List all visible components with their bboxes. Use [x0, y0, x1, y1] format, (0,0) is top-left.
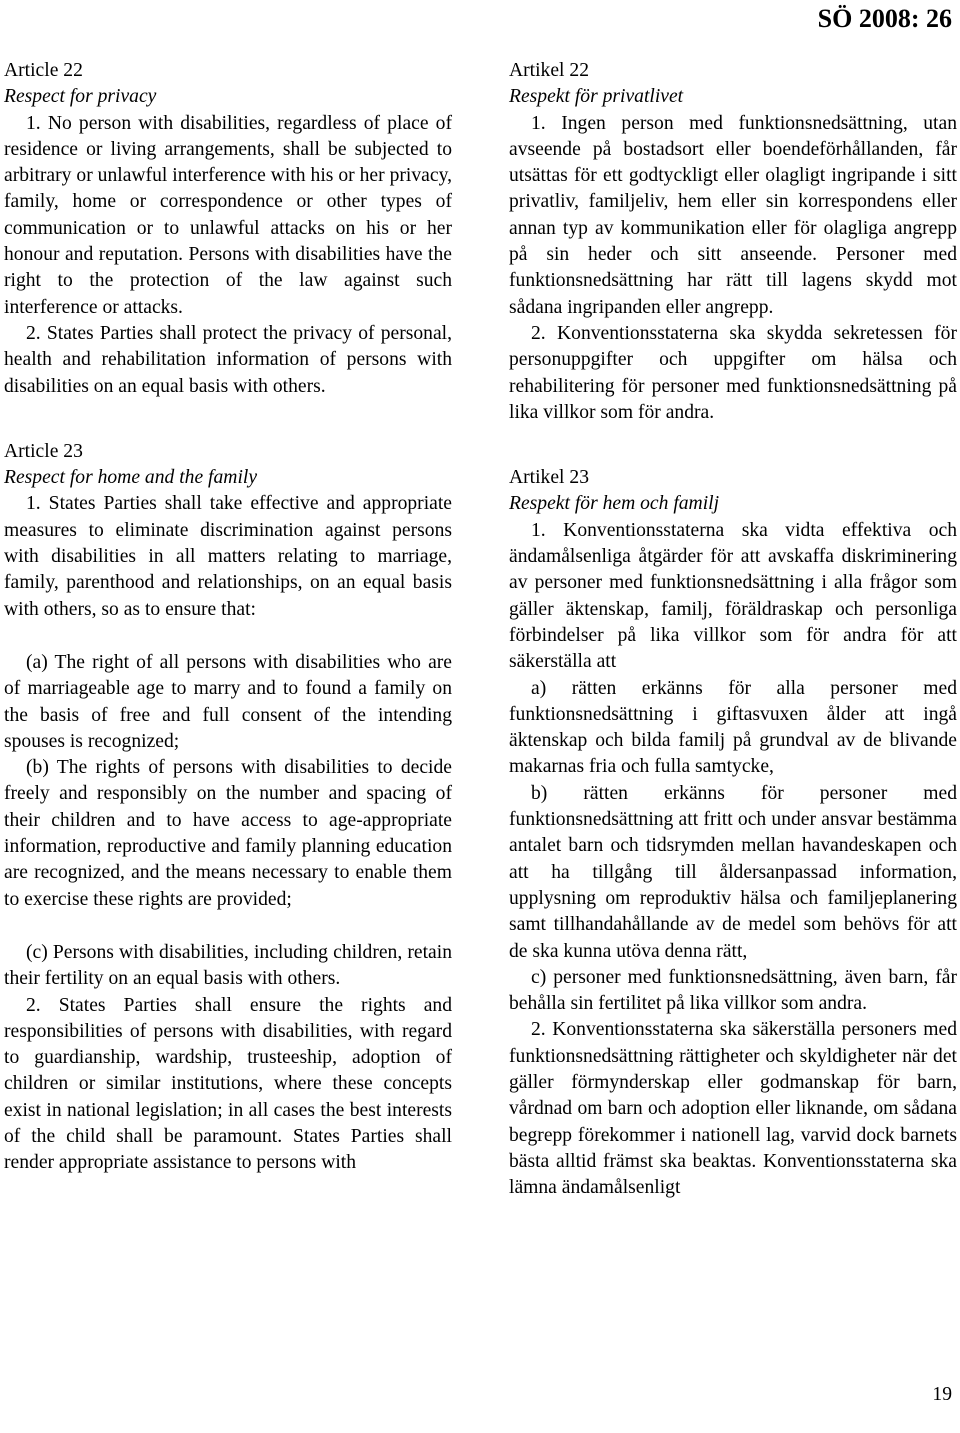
artikel-23-item-b: b) rätten erkänns för personer med funktionsnedsättning att fritt och under ansvar bestämma antalet barn och tidsrymden mellan havandeskapen och att ha tillgång till åldersanpassad information, upplysning om reproduktiv hälsa och familjeplanering samt tillhandahållande av de medel som behövs för att de ska kunna utöva denna rätt, — [509, 782, 957, 962]
article-22-paragraph-2: 2. States Parties shall protect the privacy of personal, health and rehabilitation information of persons with disabilities on an equal basis with others. — [4, 322, 452, 397]
article-23-paragraph-2: 2. States Parties shall ensure the rights and responsibilities of persons with disabilities, with regard to guardianship, wardship, trusteeship, adoption of children or similar institutions, where these concepts exist in national legislation; in all cases the best interests of the child shall be paramount. States Parties shall render appropriate assistance to persons with — [4, 994, 452, 1174]
page-number: 19 — [932, 1384, 952, 1405]
artikel-22-subtitle: Respekt för privatlivet — [509, 86, 684, 108]
article-23-subtitle: Respect for home and the family — [4, 467, 258, 489]
artikel-23-paragraph-1: 1. Konventionsstaterna ska vidta effektiva och ändamålsenliga åtgärder för att avskaffa diskriminering av personer med funktionsnedsättning i alla frågor som gäller äktenskap, familj, föräldraskap och personliga förbindelser på lika villkor som för andra för att säkerställa att — [509, 519, 957, 673]
document-reference: SÖ 2008: 26 — [817, 4, 952, 33]
article-22-title: Article 22 — [4, 60, 83, 81]
article-22-paragraph-1: 1. No person with disabilities, regardless of place of residence or living arrangements, shall be subjected to arbitrary or unlawful interference with his or her privacy, family, home or correspondence or other types of communication or to unlawful attacks on his or her honour and reputation. Persons with disabilities have the right to the protection of the law against such interference or attacks. — [4, 112, 452, 318]
article-22-subtitle: Respect for privacy — [4, 86, 157, 108]
article-23-item-a: (a) The right of all persons with disabilities who are of marriageable age to marry and to found a family on the basis of free and full consent of the intending spouses is recognized; — [4, 651, 452, 752]
swedish-column — [509, 58, 957, 1201]
artikel-23-paragraph-2: 2. Konventionsstaterna ska säkerställa personers med funktionsnedsättning rättigheter och skyldigheter när det gäller förmynderskap eller godmanskap för barn, vårdnad om barn och adoption eller liknande, om sådana begrepp förekommer i nationell lag, varvid dock barnets bästa alltid främst ska beaktas. Konventionsstaterna ska lämna ändamålsenligt — [509, 1019, 957, 1199]
artikel-23-item-c: c) personer med funktionsnedsättning, även barn, får behålla sin fertilitet på lika villkor som andra. — [509, 966, 957, 1015]
artikel-23-item-a: a) rätten erkänns för alla personer med funktionsnedsättning i giftasvuxen ålder att ingå äktenskap och bilda familj på grundval av de blivande makarnas fria och fulla samtycke, — [509, 677, 957, 778]
article-23-title: Article 23 — [4, 440, 83, 462]
artikel-23-title: Artikel 23 — [509, 467, 589, 489]
article-23-paragraph-1: 1. States Parties shall take effective and appropriate measures to eliminate discrimination against persons with disabilities in all matters relating to marriage, family, parenthood and relationships, on an equal basis with others, so as to ensure that: — [4, 493, 452, 620]
article-23-item-c: (c) Persons with disabilities, including children, retain their fertility on an equal basis with others. — [4, 941, 452, 990]
artikel-22-title: Artikel 22 — [509, 60, 589, 81]
artikel-23-subtitle: Respekt för hem och familj — [509, 493, 720, 515]
artikel-22-paragraph-2: 2. Konventionsstaterna ska skydda sekretessen för personuppgifter och uppgifter om hälsa och rehabilitering för personer med funktionsnedsättning på lika villkor som för andra. — [509, 322, 957, 423]
article-23-item-b: (b) The rights of persons with disabilities to decide freely and responsibly on the number and spacing of their children and to have access to age-appropriate information, reproductive and family planning education are recognized, and the means necessary to enable them to exercise these rights are provided; — [4, 757, 452, 910]
english-column — [4, 58, 452, 1177]
artikel-22-paragraph-1: 1. Ingen person med funktionsnedsättning, utan avseende på bostadsort eller boendeförhållanden, får utsättas för ett godtyckligt eller olagligt ingripande i sitt privatliv, familjeliv, hem eller sin korrespondens eller annan typ av kommunikation eller för olagliga angrepp på sin heder och sitt anseende. Personer med funktionsnedsättning har rätt till lagens skydd mot sådana ingripanden eller angrepp. — [509, 112, 957, 318]
